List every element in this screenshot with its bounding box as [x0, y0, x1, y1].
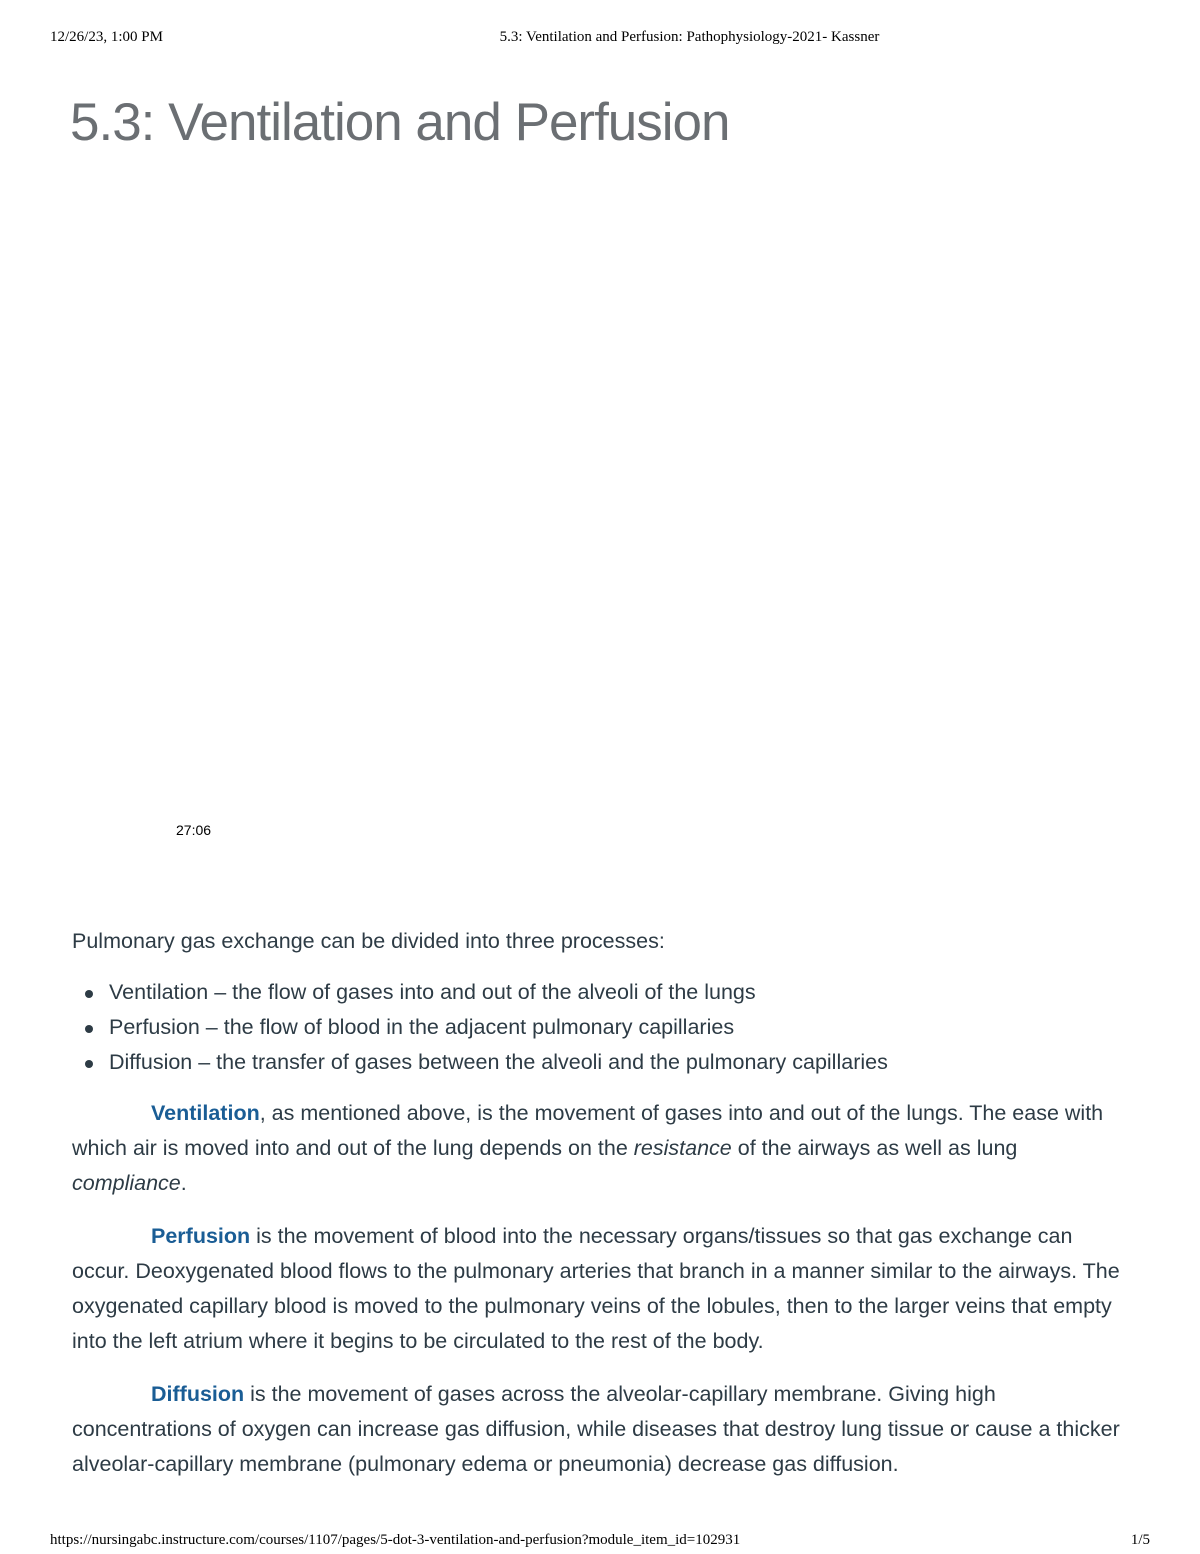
compliance-term: compliance: [72, 1171, 181, 1195]
ventilation-text: of the airways as well as lung: [731, 1136, 1018, 1160]
print-page-number: 1/5: [1130, 1532, 1150, 1548]
diffusion-text: is the movement of gases across the alveolar-capillary membrane. Giving high concentrations of oxygen can increase gas diffusion, while diseases that destroy lung tissue or cause a thicker alveolar-capillary membrane (pulmonary edema or pneumonia) decrease gas diffusion.: [72, 1382, 1120, 1476]
bullet-icon: [85, 990, 93, 998]
resistance-term: resistance: [633, 1136, 732, 1160]
print-page-title: 5.3: Ventilation and Perfusion: Pathophysiology-2021- Kassner: [499, 29, 880, 45]
diffusion-term: Diffusion: [151, 1382, 245, 1406]
ventilation-paragraph: [72, 1096, 1132, 1201]
list-item: [72, 1045, 1132, 1080]
perfusion-term: Perfusion: [151, 1224, 251, 1248]
list-item-text: Diffusion – the transfer of gases between the alveoli and the pulmonary capillaries: [109, 1050, 888, 1074]
bullet-icon: [85, 1060, 93, 1068]
print-header: [0, 29, 1200, 51]
list-item: [72, 1010, 1132, 1045]
list-item: [72, 975, 1132, 1010]
diffusion-paragraph: [72, 1377, 1132, 1482]
video-player[interactable]: [70, 170, 1130, 870]
page-title: 5.3: Ventilation and Perfusion: [70, 93, 730, 152]
print-footer: [0, 1532, 1200, 1554]
list-item-text: Ventilation – the flow of gases into and out of the alveoli of the lungs: [109, 980, 756, 1004]
ventilation-text: .: [180, 1171, 187, 1195]
list-item-text: Perfusion – the flow of blood in the adjacent pulmonary capillaries: [109, 1015, 735, 1039]
ventilation-text: , as mentioned above, is the movement of gases into and out of the lungs. The ease with which air is moved into and out of the lung depends on the: [72, 1101, 1104, 1160]
intro-text: Pulmonary gas exchange can be divided into three processes:: [72, 929, 665, 953]
ventilation-term: Ventilation: [151, 1101, 260, 1125]
print-url: https://nursingabc.instructure.com/courses/1107/pages/5-dot-3-ventilation-and-perfusion?module_item_id=102931: [50, 1532, 741, 1548]
video-duration: 27:06: [176, 822, 212, 838]
process-list: [72, 975, 1132, 1080]
perfusion-text: is the movement of blood into the necessary organs/tissues so that gas exchange can occur. Deoxygenated blood flows to the pulmonary arteries that branch in a manner similar to the airways. The oxygenated capillary blood is moved to the pulmonary veins of the lobules, then to the larger veins that empty into the left atrium where it begins to be circulated to the rest of the body.: [72, 1224, 1120, 1353]
bullet-icon: [85, 1025, 93, 1033]
page-content: [72, 924, 1132, 1500]
print-datetime: 12/26/23, 1:00 PM: [50, 29, 163, 45]
perfusion-paragraph: [72, 1219, 1132, 1359]
